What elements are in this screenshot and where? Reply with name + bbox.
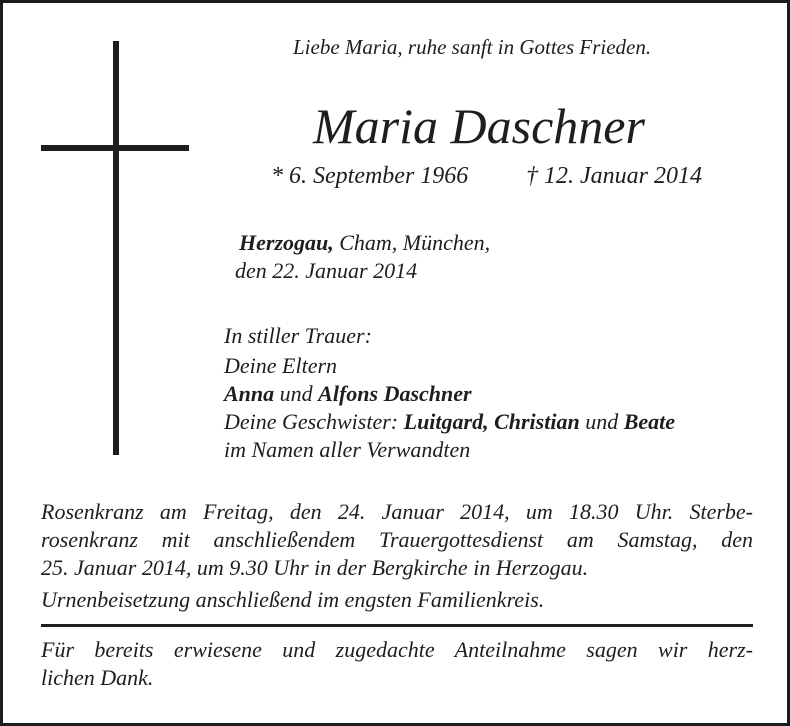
- parents-label: Deine Eltern: [224, 353, 338, 378]
- siblings-names: Luitgard, Christian: [403, 409, 580, 434]
- parent-alfons: Alfons Daschner: [318, 381, 472, 406]
- place-line: [239, 230, 490, 256]
- deceased-name: Maria Daschner: [313, 98, 645, 154]
- motto: Liebe Maria, ruhe sanft in Gottes Frieden.: [293, 35, 652, 59]
- service-line-2: rosenkranz mit anschließendem Trauergottesdienst am Samstag, den: [41, 527, 753, 552]
- cross-icon-vertical-beam: [113, 41, 119, 455]
- relatives-line: im Namen aller Verwandten: [224, 437, 471, 462]
- divider: [41, 624, 753, 627]
- birth-date: * 6. September 1966: [271, 163, 469, 189]
- sibling-beate: Beate: [623, 409, 676, 434]
- service-line-4: Urnenbeisetzung anschließend im engsten Familienkreis.: [41, 587, 545, 612]
- thanks-line-2: lichen Dank.: [41, 665, 154, 690]
- thanks-line-1: Für bereits erwiesene und zugedachte Anteilnahme sagen wir herz-: [41, 637, 753, 662]
- date-line: den 22. Januar 2014: [235, 258, 418, 283]
- parents-conjunction: und: [274, 381, 319, 406]
- service-line-3: 25. Januar 2014, um 9.30 Uhr in der Bergkirche in Herzogau.: [41, 555, 589, 580]
- death-date: † 12. Januar 2014: [526, 163, 702, 189]
- mourning-intro: In stiller Trauer:: [224, 323, 372, 348]
- service-line-1: Rosenkranz am Freitag, den 24. Januar 2014, um 18.30 Uhr. Sterbe-: [41, 499, 753, 524]
- place-bold: Herzogau,: [239, 230, 334, 255]
- place-rest: Cham, München,: [333, 230, 491, 255]
- parents-names: [224, 381, 472, 407]
- siblings-label: Deine Geschwister:: [224, 409, 404, 434]
- siblings-line: [224, 409, 675, 435]
- parent-anna: Anna: [224, 381, 275, 406]
- cross-icon-horizontal-beam: [41, 145, 189, 151]
- siblings-conjunction: und: [579, 409, 624, 434]
